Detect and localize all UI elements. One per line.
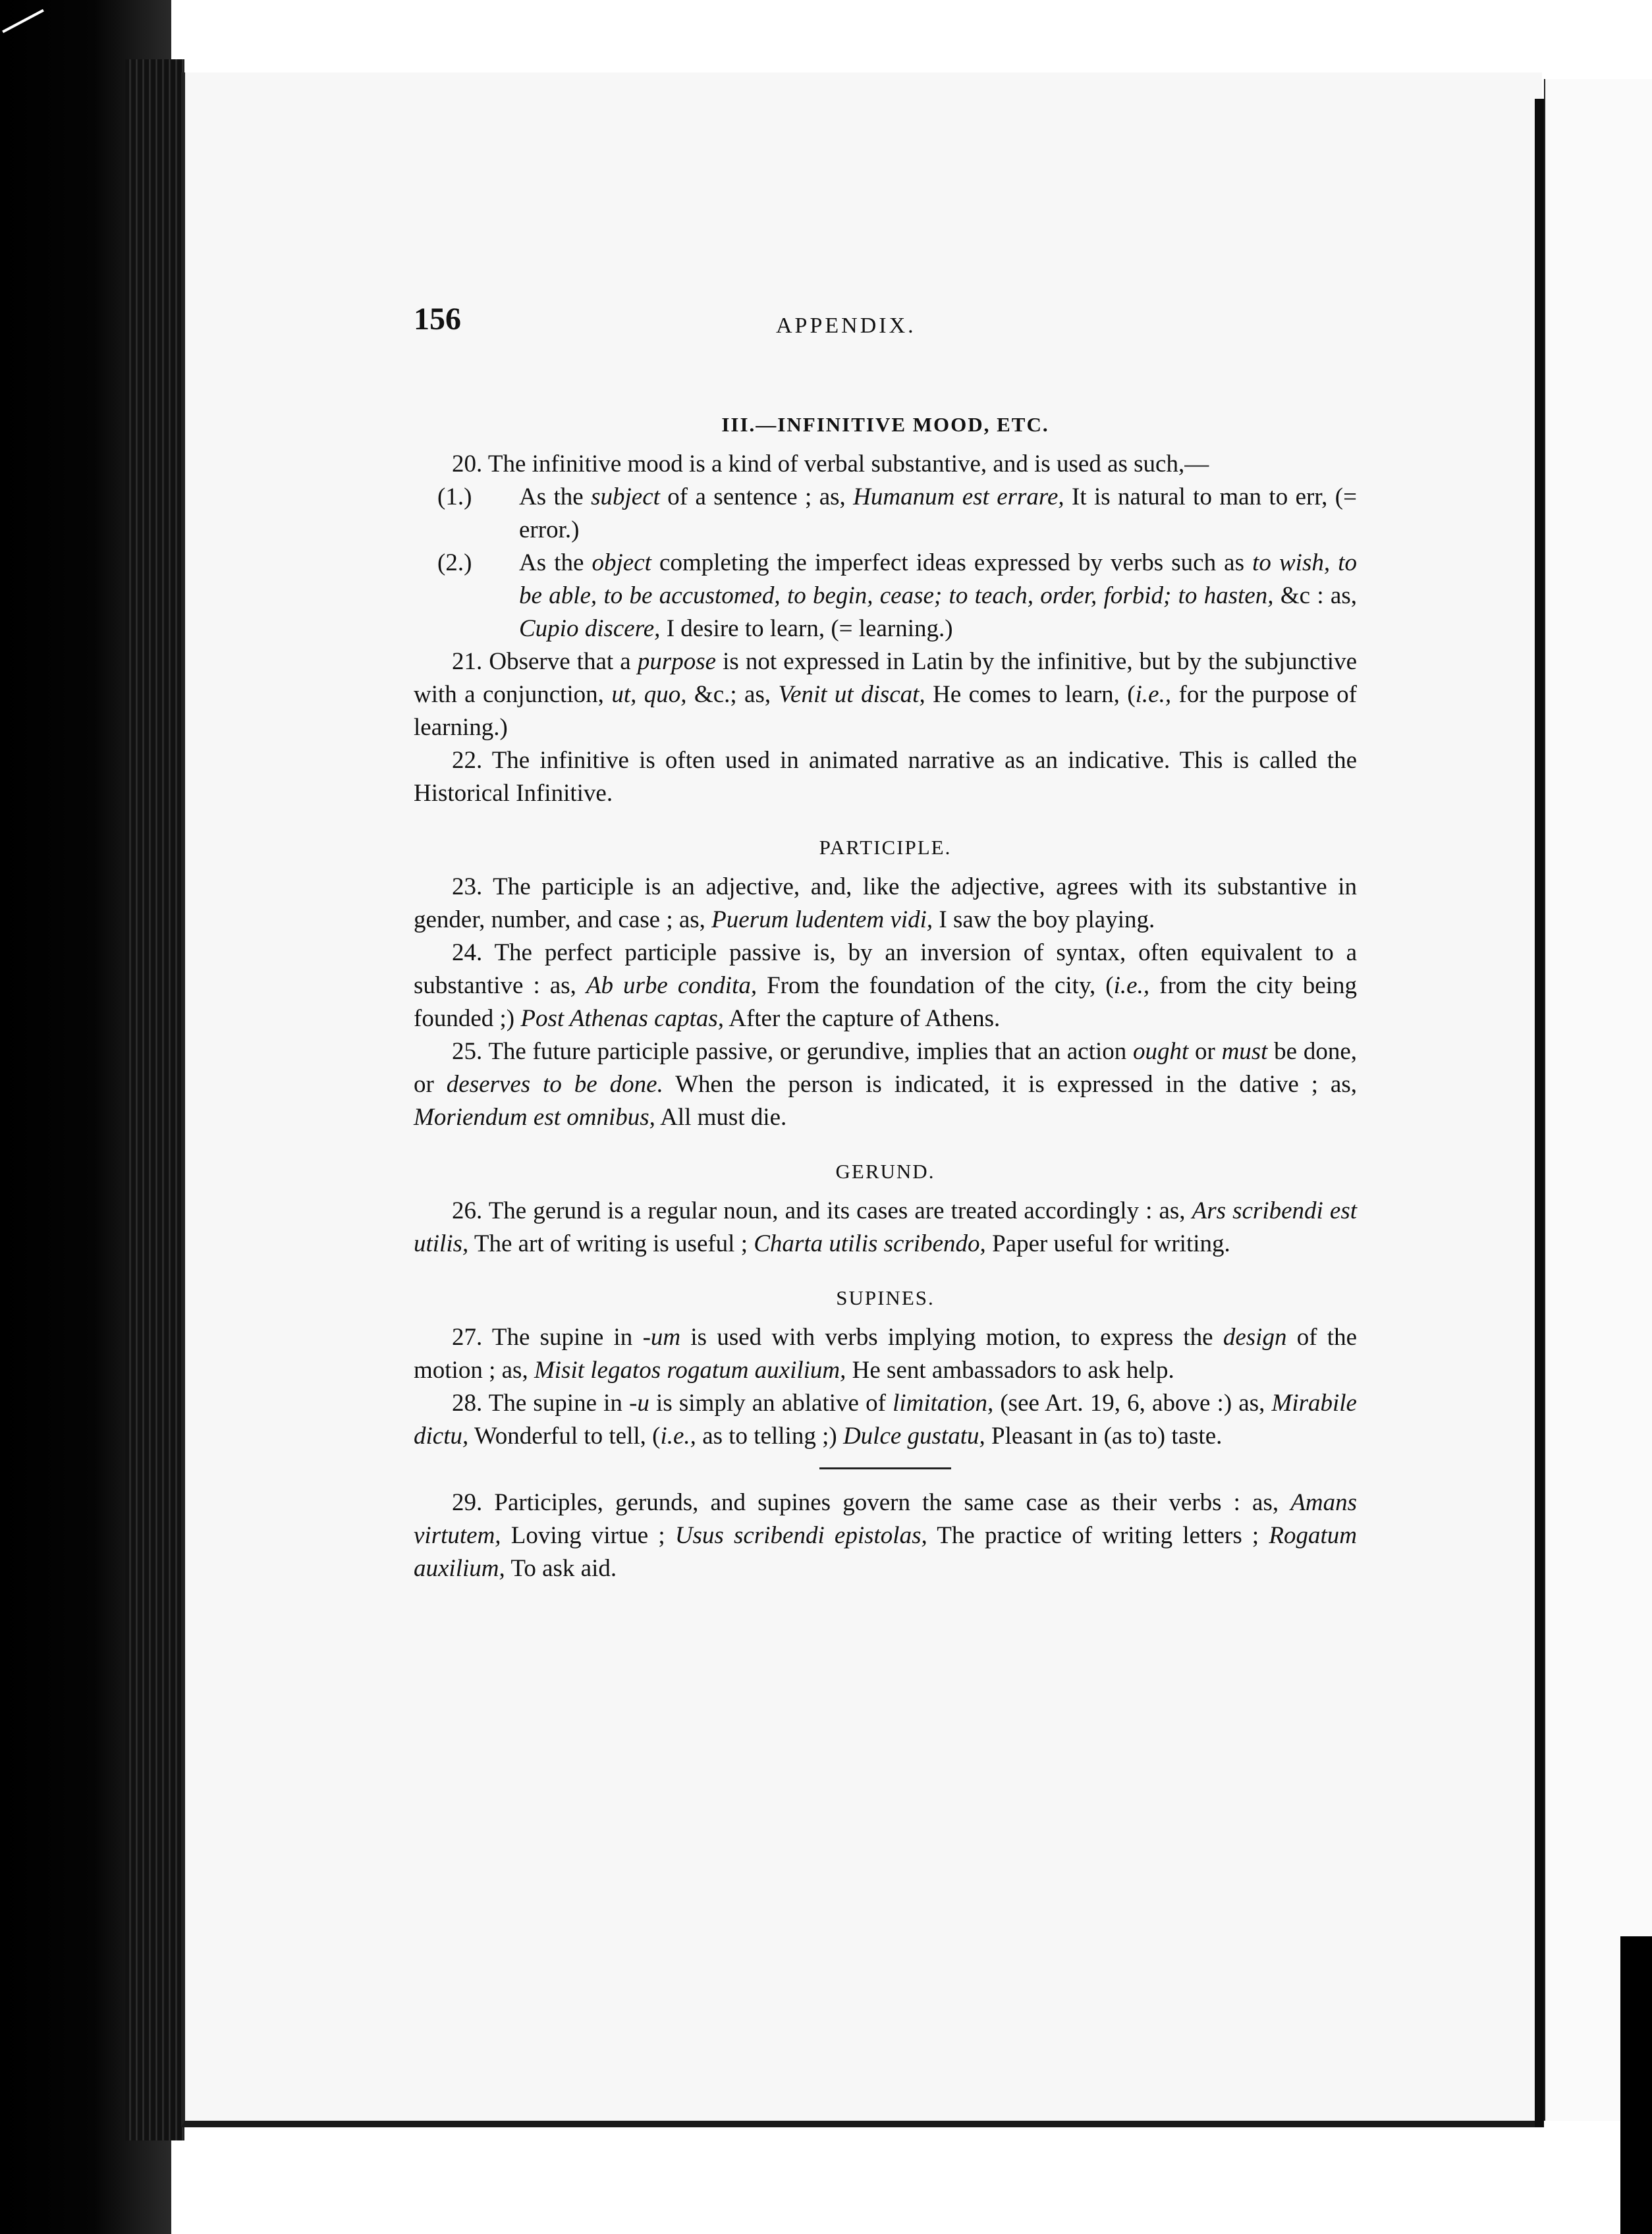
italic-abbrev: i.e., <box>1113 972 1150 999</box>
facing-page-edge <box>1544 79 1652 2121</box>
text-run: Loving virtue ; <box>501 1522 675 1549</box>
subitem-marker: (2.) <box>437 549 472 576</box>
text-run: All must die. <box>655 1104 787 1131</box>
latin-example: Dulce gustatu, <box>842 1423 985 1450</box>
spacer <box>414 1134 1357 1146</box>
paragraph-text: The infinitive is often used in animated narrative as an indicative. This is called the Historical Infinitive. <box>414 747 1357 807</box>
section-heading-infinitive: III.—INFINITIVE MOOD, ETC. <box>721 413 1049 436</box>
latin-example: Amans virtutem, <box>414 1489 1358 1549</box>
text-run: To ask aid. <box>505 1555 617 1582</box>
latin-example: Mirabile dictu, <box>414 1390 1357 1450</box>
text-run: From the foundation of the city, ( <box>757 972 1114 999</box>
latin-example: Venit ut discat, <box>778 681 925 708</box>
text-run: I desire to learn, (= learning.) <box>660 615 953 642</box>
paragraph-number: 21. <box>452 648 483 675</box>
paragraph-text: The infinitive mood is a kind of verbal substantive, and is used as such,— <box>487 450 1209 477</box>
latin-example: Rogatum auxilium, <box>414 1522 1358 1582</box>
italic-term: ut, quo, <box>611 681 687 708</box>
text-run: The future participle passive, or gerundive, implies that an action <box>488 1038 1134 1065</box>
latin-example: Ars scribendi est utilis, <box>414 1197 1357 1257</box>
italic-suffix: -um <box>642 1324 681 1351</box>
paragraph-27 <box>414 1321 1357 1387</box>
text-run: be done, or <box>414 1038 1357 1098</box>
italic-term: deserves to be done. <box>446 1071 663 1098</box>
spacer <box>414 810 1357 822</box>
paragraph-number: 27. <box>452 1324 483 1351</box>
latin-example: Charta utilis scribendo, <box>754 1230 986 1257</box>
section-heading-participle: PARTICIPLE. <box>819 836 952 859</box>
text-run: is simply an ablative of <box>649 1390 893 1417</box>
text-run: The practice of writing letters ; <box>927 1522 1269 1549</box>
latin-example: Moriendum est omnibus, <box>414 1104 655 1131</box>
text-run: completing the imperfect ideas expressed by verbs such as <box>651 549 1253 576</box>
text-run: Observe that a <box>489 648 638 675</box>
italic-abbrev: i.e., <box>660 1423 696 1450</box>
paragraph-26 <box>414 1195 1357 1261</box>
italic-abbrev: i.e., <box>1135 681 1172 708</box>
paragraph-24 <box>414 937 1357 1035</box>
page-content <box>414 263 1357 1585</box>
paragraph-number: 20. <box>452 450 483 477</box>
italic-suffix: -u <box>629 1390 649 1417</box>
paragraph-number: 26. <box>452 1197 483 1224</box>
text-run: from the city being founded ;) <box>414 972 1357 1032</box>
text-run: As the <box>519 483 592 510</box>
section-heading-supines: SUPINES. <box>836 1286 935 1309</box>
section-heading-gerund: GERUND. <box>835 1160 935 1183</box>
text-run: It is natural to man to err, (= error.) <box>519 483 1357 543</box>
spacer <box>414 1261 1357 1272</box>
text-run: As the <box>519 549 592 576</box>
italic-term: must <box>1221 1038 1268 1065</box>
text-run: of the motion ; as, <box>414 1324 1358 1384</box>
text-run: (see Art. 19, 6, above :) as, <box>993 1390 1272 1417</box>
italic-term: subject <box>591 483 660 510</box>
paragraph-29 <box>414 1486 1357 1585</box>
text-run: is used with verbs implying motion, to express the <box>680 1324 1223 1351</box>
running-head <box>414 263 1357 338</box>
latin-example: Puerum ludentem vidi, <box>711 906 933 933</box>
text-run: or <box>1188 1038 1222 1065</box>
italic-term: object <box>592 549 651 576</box>
text-run: He sent ambassadors to ask help. <box>846 1357 1174 1384</box>
paragraph-number: 22. <box>452 747 483 774</box>
book-edge <box>125 59 184 2140</box>
text-run: The perfect participle passive is, by an inversion of syntax, often equivalent to a substantive : as, <box>414 939 1357 999</box>
text-run: The supine in <box>491 1324 643 1351</box>
subitem-1 <box>414 481 1357 547</box>
text-run: as to telling ;) <box>696 1423 843 1450</box>
text-run: The art of writing is useful ; <box>468 1230 754 1257</box>
text-run: of a sentence ; as, <box>659 483 854 510</box>
text-run: The supine in <box>488 1390 630 1417</box>
text-run: The gerund is a regular noun, and its cases are treated accordingly : as, <box>488 1197 1192 1224</box>
text-run: After the capture of Athens. <box>724 1005 1001 1032</box>
paragraph-20 <box>414 448 1357 481</box>
text-run: &c.; as, <box>686 681 779 708</box>
latin-example: Ab urbe condita, <box>586 972 757 999</box>
text-run: I saw the boy playing. <box>933 906 1155 933</box>
paragraph-28 <box>414 1387 1357 1453</box>
page-gutter <box>1535 99 1544 2127</box>
text-run: When the person is indicated, it is expressed in the dative ; as, <box>663 1071 1358 1098</box>
italic-verbs: to wish, to be able, to be accustomed, to begin, cease; to teach, order, forbid; to hasten, <box>519 549 1357 609</box>
paragraph-number: 28. <box>452 1390 483 1417</box>
latin-example: Misit legatos rogatum auxilium, <box>534 1357 846 1384</box>
paragraph-23 <box>414 871 1357 937</box>
italic-term: limitation, <box>893 1390 994 1417</box>
text-run: He comes to learn, ( <box>925 681 1136 708</box>
italic-term: ought <box>1133 1038 1189 1065</box>
paragraph-number: 24. <box>452 939 483 966</box>
latin-example: Post Athenas captas, <box>520 1005 725 1032</box>
text-run: is not expressed in Latin by the infinitive, but by the subjunctive with a conjunction, <box>414 648 1357 708</box>
latin-example: Usus scribendi epistolas, <box>675 1522 927 1549</box>
page-number: 156 <box>414 302 461 337</box>
text-run: Pleasant in (as to) taste. <box>985 1423 1223 1450</box>
text-run: for the purpose of learning.) <box>414 681 1358 741</box>
subitem-marker: (1.) <box>437 483 472 510</box>
text-run: &c : as, <box>1273 582 1357 609</box>
paragraph-number: 29. <box>452 1489 483 1516</box>
paragraph-21 <box>414 645 1357 744</box>
scan-artifact <box>2 9 44 33</box>
text-run: The participle is an adjective, and, like the adjective, agrees with its substantive in gender, number, and case ; as, <box>414 873 1357 933</box>
scan-dark-corner <box>1620 1936 1652 2234</box>
subitem-2 <box>414 547 1357 645</box>
latin-example: Humanum est errare, <box>853 483 1064 510</box>
text-run: Paper useful for writing. <box>985 1230 1230 1257</box>
section-divider <box>819 1467 951 1469</box>
text-run: Participles, gerunds, and supines govern the same case as their verbs : as, <box>494 1489 1291 1516</box>
text-run: Wonderful to tell, ( <box>468 1423 661 1450</box>
italic-term: design <box>1223 1324 1287 1351</box>
paragraph-22 <box>414 744 1357 810</box>
paragraph-number: 23. <box>452 873 483 900</box>
paragraph-25 <box>414 1035 1357 1134</box>
running-title: APPENDIX. <box>776 313 916 338</box>
italic-term: purpose <box>637 648 717 675</box>
paragraph-number: 25. <box>452 1038 483 1065</box>
latin-example: Cupio discere, <box>519 615 661 642</box>
